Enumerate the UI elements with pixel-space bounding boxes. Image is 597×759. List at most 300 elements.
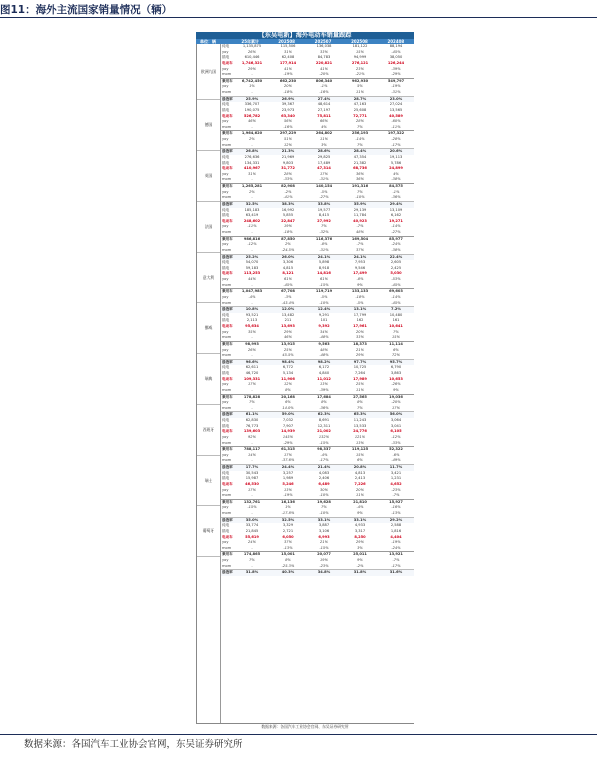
row-label: mom [222,440,232,445]
table-cell: 11,906 [281,376,295,381]
table-cell: 1,989 [282,476,294,481]
table-cell: 3,306 [282,260,294,265]
table-cell: 87,850 [281,236,295,241]
row-label: 乘用车 [222,289,233,294]
table-cell: 92% [248,434,256,439]
table-cell: 33% [356,335,364,340]
table-cell: 11% [356,90,364,94]
table-cell: 9,291 [318,312,330,317]
table-cell: -4% [320,452,328,457]
table-cell: - [251,247,253,252]
table-row [221,499,414,506]
table-cell: 11,243 [353,418,367,422]
table-cell: 29% [248,66,256,71]
table-cell: -20% [391,400,401,405]
table-cell: 22,847 [281,218,295,223]
table-cell: 5,030 [390,271,402,276]
table-cell: 6,050 [282,534,294,539]
table-cell: -32% [319,230,329,234]
table-cell: -12% [391,434,401,439]
table-cell: 8,691 [318,418,330,422]
table-cell: 45.5% [282,353,294,358]
table-cell: 29% [356,353,364,358]
row-label: yoy [222,189,229,194]
table-cell: 46,720 [245,371,259,375]
table-cell: 2,588 [390,523,402,528]
table-cell: 134,331 [244,160,260,165]
table-cell: 610,446 [244,55,260,60]
table-cell: -45% [283,282,293,287]
table-cell: 3,421 [390,470,402,475]
table-cell: 5% [357,84,363,89]
row-label: yoy [222,505,229,510]
table-row [221,288,414,295]
row-label: 电动车 [222,218,233,223]
table-cell: 6,790 [390,365,402,370]
table-cell: 9% [393,387,399,392]
table-cell: -45% [391,300,401,305]
table-cell: 84,575 [389,184,403,188]
table-row [221,306,414,313]
table-cell: -10% [319,511,329,515]
table-cell: 62,611 [245,365,259,370]
table-cell: 3,041 [390,423,402,428]
table-cell: 32.5% [281,517,295,522]
table-cell: 56% [284,119,292,124]
table-cell: 56.0% [389,412,403,417]
table-cell: 62,408 [281,55,295,60]
row-label: 电动车 [222,60,233,65]
table-cell: 98,337 [317,447,331,452]
table-cell: 10,641 [389,324,403,328]
table-cell: 336,707 [244,102,260,107]
table-cell: 12.0% [281,307,295,312]
table-cell: 21,810 [353,499,367,504]
row-label: 纯电 [222,365,230,370]
row-label: 电动车 [222,271,233,276]
table-row [221,96,414,103]
row-label: mom [222,493,232,498]
table-cell: 37% [284,540,292,545]
row-label: 插电 [222,423,230,428]
table-cell: 38.3% [281,201,295,206]
table-cell: 61% [320,277,328,281]
table-cell: 21.3% [281,149,295,154]
table-cell: 84,783 [317,55,331,60]
table-cell: 48% [356,230,364,234]
table-cell: 27,992 [317,218,331,223]
table-cell: -20% [319,72,329,77]
table-cell: -5% [320,189,328,194]
table-cell: 25.9% [245,96,259,101]
table-cell: 25.2% [245,254,259,259]
table-cell: 31,772 [281,166,295,171]
table-row [221,394,414,401]
table-cell: 94,999 [353,55,367,60]
table-cell: -18% [283,90,293,94]
row-label: mom [222,177,232,182]
table-cell: 4,815 [282,265,294,270]
row-label: 电动车 [222,113,233,118]
table-cell: 101 [320,318,328,323]
table-cell: 13,109 [389,207,403,212]
table-cell: 40.3% [281,570,295,575]
table-cell: - [251,387,253,392]
table-cell: -41% [283,195,293,200]
table-cell: 7% [321,505,327,510]
row-label: 插电 [222,107,230,112]
table-cell: 61.1% [245,412,259,417]
table-cell: 17% [248,487,256,492]
row-label: 插电 [222,55,230,60]
table-cell: 9,563 [318,341,330,346]
table-cell: 7.2% [391,307,401,312]
table-cell: 26.0% [281,254,295,259]
table-cell: 36% [356,171,364,176]
table-cell: - [251,300,253,305]
table-cell: 27,565 [353,394,367,399]
table-cell: -11% [247,224,257,229]
table-cell: 29% [284,329,292,334]
table-cell: -15% [319,440,329,445]
country-label: 意大利 [197,253,220,304]
table-cell: 126,244 [387,60,405,65]
table-cell: - [251,335,253,340]
row-label: 纯电 [222,523,230,528]
table-cell: 220,821 [315,60,333,65]
table-cell: 21,002 [317,429,331,434]
row-label: 电动车 [222,324,233,328]
table-cell: 36% [356,177,364,182]
table-cell: 7% [357,189,363,194]
table-cell: 47,354 [353,154,367,159]
table-cell: -19% [391,84,401,89]
row-label: mom [222,405,232,410]
table-cell: 1,231 [390,476,402,481]
table-cell: 145% [282,434,294,439]
table-cell: 63,419 [245,213,259,218]
table-cell: 13% [284,487,292,492]
table-cell: 8,121 [282,271,294,276]
row-label: 渗透率 [222,254,233,259]
table-cell: 65.3% [353,412,367,417]
table-cell: 140,154 [315,184,333,188]
row-label: 乘用车 [222,552,233,557]
table-row [221,254,414,261]
row-label: 渗透率 [222,307,233,312]
table-cell: 119,719 [315,289,333,294]
table-cell: - [251,230,253,234]
table-cell: 39,367 [281,102,295,107]
header-cell-unit: 单位：辆 [200,39,216,44]
table-cell: 962,930 [351,78,369,83]
table-cell: 22.4% [389,254,403,259]
row-label: mom [222,90,232,94]
table-cell: 21.4% [317,465,331,469]
table-cell: 3,257 [282,470,294,475]
table-cell: 34.8% [317,570,331,575]
table-cell: 1,964,620 [241,131,263,136]
country-label: 瑞典 [197,354,220,405]
table-cell: -24% [391,545,401,550]
figure-title: 图11：海外主流国家销量情况（辆） [0,4,173,16]
table-cell: - [251,72,253,77]
table-cell: 30% [320,487,328,492]
table-cell: 10.8% [245,307,259,312]
row-label: mom [222,247,232,252]
table-cell: 13,693 [281,324,295,328]
table-cell: 6% [393,347,399,352]
table-cell: 191,316 [351,184,369,188]
table-cell: -36% [391,195,401,200]
row-label: mom [222,511,232,515]
table-cell: 1% [285,505,291,510]
table-cell: 93,521 [245,312,259,317]
table-cell: 69,603 [389,289,403,294]
table-cell: 23.0% [389,96,403,101]
row-label: yoy [222,487,229,492]
table-cell: 15,987 [245,476,259,481]
row-label: yoy [222,558,229,562]
table-cell: 5,898 [318,260,330,265]
table-cell: 4,083 [318,470,330,475]
table-cell: -5% [356,300,364,305]
country-label: 法国 [197,202,220,253]
row-label: yoy [222,277,229,281]
table-cell: 276,636 [244,154,260,159]
row-label: 插电 [222,318,230,323]
table-cell: -6% [392,452,400,457]
table-cell: 97.7% [353,359,367,364]
table-cell: 15,001 [281,552,295,557]
table-cell: -12% [247,242,257,247]
table-cell: 24.4% [281,465,295,469]
table-cell: 16,992 [281,207,295,212]
table-cell: 95.7% [389,359,403,364]
table-cell: 29.4% [389,201,403,206]
row-label: 渗透率 [222,570,233,575]
table-cell: 4% [393,171,399,176]
table-cell: 19,577 [317,207,331,212]
table-cell: 17,989 [353,376,367,381]
table-cell: 15% [392,335,400,340]
row-label: 乘用车 [222,341,233,346]
table-cell: 35.0% [245,517,259,522]
table-cell: -37.6% [281,458,295,463]
row-label: yoy [222,294,229,299]
table-cell: 197,322 [387,131,405,136]
table-cell: -45% [391,49,401,54]
row-label: 纯电 [222,312,230,317]
table-cell: 59.0% [281,412,295,417]
table-cell: -21% [355,72,365,77]
table-cell: -19% [283,493,293,498]
row-label: yoy [222,382,229,387]
table-cell: -8% [320,242,328,247]
table-row [221,130,414,137]
table-cell: 19% [320,558,328,562]
table-cell: 33% [320,49,328,54]
row-label: 乘用车 [222,236,233,241]
table-cell: 6,105 [390,429,402,434]
table-cell: -33% [391,440,401,445]
table-cell: 3,863 [390,371,402,375]
table-cell: -14% [391,294,401,299]
row-label: yoy [222,347,229,352]
table-cell: 19,036 [389,394,403,399]
table-cell: 11% [356,387,364,392]
table-cell: 31.8% [353,570,367,575]
country-column [197,44,221,723]
table-cell: - [251,177,253,182]
table-cell: 4,404 [390,534,402,539]
table-row [221,446,414,453]
table-cell: -53% [391,277,401,281]
table-cell: -7% [392,493,400,498]
row-label: mom [222,300,232,305]
table-cell: 211 [284,318,292,323]
table-cell: 1% [249,84,255,89]
table-cell: 1,135,875 [242,44,262,48]
row-label: 渗透率 [222,201,233,206]
data-table [196,32,414,732]
table-cell: 62,830 [245,418,259,422]
table-cell: -17.8% [281,511,295,515]
table-cell: 9% [357,282,363,287]
table-cell: 26.8% [245,149,259,154]
row-label: yoy [222,119,229,124]
table-cell: 7,264 [354,371,366,375]
table-cell: 297,229 [279,131,297,136]
table-cell: 31.6% [389,570,403,575]
header-cell-202508: 202508 [278,39,295,44]
table-cell: - [251,493,253,498]
table-row [221,464,414,471]
table-cell: 32.5% [245,201,259,206]
table-cell: 2% [249,189,255,194]
table-cell: 19,271 [389,218,403,223]
table-cell: 7% [249,400,255,405]
table-cell: 19,113 [389,154,403,159]
row-label: mom [222,353,232,358]
country-label: 西班牙 [197,405,220,456]
table-cell: 7% [357,142,363,147]
table-cell: 96.6% [245,359,259,364]
table-cell: -23% [319,563,329,568]
row-label: 乘用车 [222,447,233,452]
table-cell: -23% [391,487,401,492]
table-cell: 24,776 [353,429,367,434]
country-label: 德国 [197,100,220,151]
table-cell: -33% [283,177,293,182]
table-cell: 54,070 [245,260,259,265]
table-cell: 28% [356,119,364,124]
table-cell: 66% [320,119,328,124]
table-cell: -49% [391,458,401,463]
table-cell: -18% [283,230,293,234]
table-cell: 28.7% [353,96,367,101]
table-cell: -29% [283,440,293,445]
row-label: mom [222,124,232,129]
table-cell: - [251,353,253,358]
table-cell: 181,122 [352,44,368,48]
table-cell: -19% [283,72,293,77]
table-cell: 116,376 [315,236,333,241]
row-label: 纯电 [222,260,230,265]
table-cell: 11,114 [389,341,403,346]
table-cell: 13% [356,440,364,445]
table-cell: 17,489 [317,160,331,165]
table-cell: 2,413 [354,476,366,481]
table-cell: 14,939 [281,429,295,434]
table-cell: -45% [391,282,401,287]
row-label: yoy [222,242,229,247]
table-cell: 7,907 [282,423,294,428]
table-cell: 29.2% [389,517,403,522]
table-cell: - [251,124,253,129]
table-cell: 48,614 [317,102,331,107]
table-cell: -1% [320,84,328,89]
row-label: mom [222,282,232,287]
table-cell: 47,163 [353,102,367,107]
table-cell: 98.4% [281,359,295,364]
table-cell: 61,315 [281,447,295,452]
table-cell: 162 [356,318,364,323]
table-cell: 5,246 [282,481,294,486]
table-cell: 68,736 [353,166,367,171]
table-cell: 51% [284,137,292,141]
table-cell: - [251,511,253,515]
table-cell: 9% [357,558,363,562]
table-cell: - [251,282,253,287]
table-cell: 1,265,281 [241,184,263,188]
table-cell: 11,784 [353,213,367,218]
row-label: 电动车 [222,166,233,171]
table-cell: 41% [320,66,328,71]
table-cell: 1,047,983 [241,289,263,294]
table-row [221,341,414,348]
row-label: mom [222,72,232,77]
table-row [221,148,414,155]
table-cell: 13,533 [353,423,367,428]
row-label: 乘用车 [222,394,233,399]
table-row [221,183,414,190]
table-cell: 4,813 [354,470,366,475]
table-cell: 17,499 [353,271,367,276]
table-cell: -16% [319,90,329,94]
table-cell: 26% [248,347,256,352]
table-cell: 1,816 [390,528,402,533]
table-cell: 13,565 [389,107,403,112]
table-cell: 17,961 [353,324,367,328]
table-cell: 6,993 [318,534,330,539]
table-cell: -10% [319,300,329,305]
table-cell: 82,908 [281,184,295,188]
row-label: 插电 [222,213,230,218]
table-cell: 29% [356,540,364,545]
row-label: 渗透率 [222,149,233,154]
row-label: 电动车 [222,481,233,486]
table-cell: -19% [391,540,401,545]
table-cell: 3,329 [282,523,294,528]
row-label: yoy [222,452,229,457]
table-cell: 52,322 [389,447,403,452]
table-cell: -4% [356,505,364,510]
table-cell: 38,050 [389,55,403,60]
table-cell: 20,077 [317,552,331,557]
table-cell: 8,415 [318,213,330,218]
table-cell: 2,113 [246,318,258,323]
